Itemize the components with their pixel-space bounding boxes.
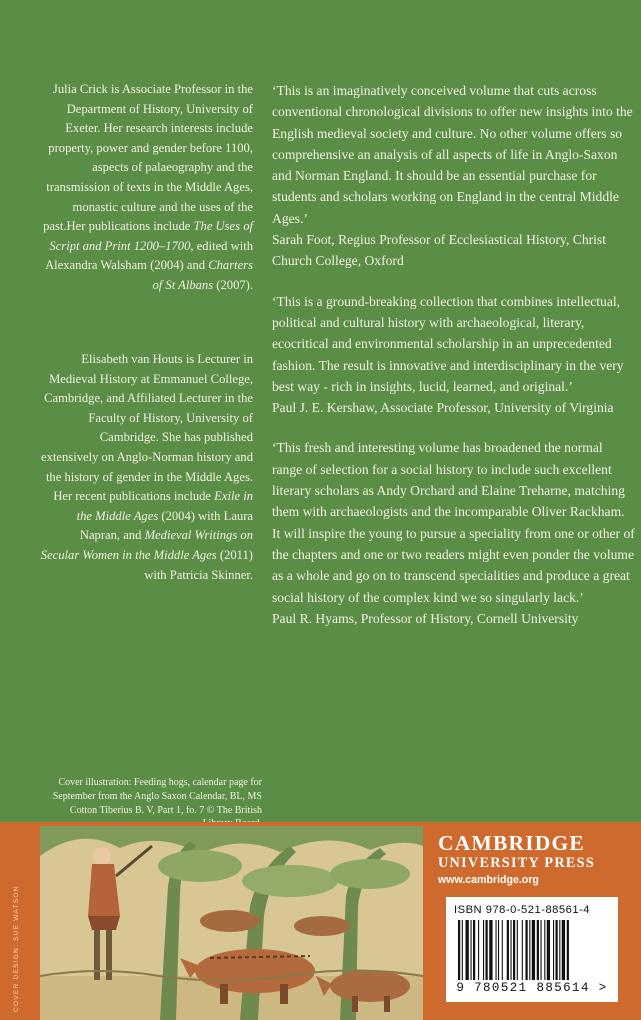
barcode-bar: [559, 920, 560, 980]
review-attribution: Paul R. Hyams, Professor of History, Cornell University: [272, 610, 579, 626]
barcode-bar: [537, 920, 539, 980]
bio-text: ) with Patricia Skinner.: [144, 547, 253, 582]
publisher-name-line2: UNIVERSITY PRESS: [438, 855, 596, 871]
barcode-bar: [486, 920, 488, 980]
isbn-label: ISBN 978-0-521-88561-4: [454, 904, 591, 916]
review-quote: ‘This fresh and interesting volume has broadened the normal range of selection for a social history to include such excellent literary scholars as Andy Orchard and Elaine Treharne, matching them with archaeologists and the incomparable Oliver Rackham. It will inspire the young to pursue a speciality from one or other of the chapters and one or two readers might even ponder the volume as a whole and go on to transcend specialities and produce a great social history of the complex kind we so singularly lack.’: [272, 440, 635, 605]
author-bio-crick: [40, 80, 253, 296]
barcode-bar: [562, 920, 565, 980]
publisher-name-line1: CAMBRIDGE: [438, 831, 585, 855]
barcode-bar: [483, 920, 484, 980]
barcode-bar: [471, 920, 472, 980]
barcode-bar: [522, 920, 523, 980]
bio-year: 2007: [220, 277, 246, 292]
publisher-url: www.cambridge.org: [438, 874, 539, 886]
barcode-bar: [507, 920, 509, 980]
bio-text: ).: [245, 277, 253, 292]
bio-year: 2011: [224, 547, 249, 562]
barcode-bar: [496, 920, 497, 980]
publisher-logo: [438, 832, 624, 888]
barcode-bar: [567, 920, 569, 980]
book-title: Charters of St Albans: [152, 258, 253, 292]
barcode-bar: [553, 920, 554, 980]
review-kershaw: [272, 291, 636, 419]
bio-year: 2004: [154, 258, 180, 273]
barcode-bar: [541, 920, 542, 980]
barcode-bar: [498, 920, 499, 980]
barcode-bar: [511, 920, 512, 980]
barcode-bar: [462, 920, 463, 980]
book-title-years: 1200–1700: [133, 238, 191, 253]
review-attribution: Paul J. E. Kershaw, Associate Professor, University of Virginia: [272, 400, 614, 416]
book-title: Medieval Writings on Secular Women in the Middle Ages: [40, 528, 253, 562]
barcode-bar: [547, 920, 550, 980]
barcode-bar: [513, 920, 515, 980]
barcode-bar: [478, 920, 479, 980]
bio-text: ) with Laura Napran, and: [79, 508, 253, 543]
barcode-bar: [517, 920, 518, 980]
barcode-bar: [458, 920, 460, 980]
bio-text: ) and: [179, 258, 209, 273]
bio-year: 1100: [225, 140, 250, 155]
review-attribution: Sarah Foot, Regius Professor of Ecclesiastical History, Christ Church College, Oxford: [272, 232, 607, 269]
bio-text: Julia Crick is Associate Professor in the Department of History, University of Exeter. Her research interests include property, power and gender before: [48, 82, 253, 155]
review-foot: [272, 80, 636, 272]
barcode-bar: [529, 920, 530, 980]
feeding-hogs-illustration: [40, 826, 423, 1020]
cover-illustration: [40, 826, 423, 1020]
barcode-bar: [489, 920, 492, 980]
review-quote: ‘This is an imaginatively conceived volume that cuts across conventional chronological divisions to offer new insights into the English medieval society and culture. No other volume offers so comprehensive an analysis of all aspects of life in Anglo-Saxon and Norman England. It should be an essential purchase for students and scholars working on England in the central Middle Ages.’: [272, 83, 633, 226]
review-hyams: [272, 437, 636, 629]
cover-design-credit: COVER DESIGN: SUE WATSON: [13, 885, 20, 1012]
bio-year: 2004: [165, 508, 191, 523]
review-quote: ‘This is a ground-breaking collection that combines intellectual, political and cultural history with archaeological, literary, ecocritical and environmental scholarship in an unprecedented fashion. The result is innovative and interdisciplinary in the very best way - rich in insights, lucid, learned, and original.’: [272, 293, 624, 394]
bio-text: (: [158, 508, 166, 523]
barcode-bar: [502, 920, 503, 980]
bio-text: (: [216, 547, 225, 562]
book-title: Exile in the Middle Ages: [76, 489, 253, 523]
barcode-panel: [446, 897, 618, 1002]
author-bio-van-houts: [40, 350, 253, 585]
barcode-number: 9 780521 885614 >: [456, 981, 608, 995]
barcode-bars: [458, 920, 608, 980]
barcode-bar: [466, 920, 469, 980]
bio-text: , aspects of palaeography and the transmission of texts in the Middle Ages, monastic culture and the uses of the past.Her publications include: [43, 140, 253, 234]
barcode-bar: [556, 920, 558, 980]
barcode-bar: [532, 920, 535, 980]
cover-illustration-credit: Cover illustration: Feeding hogs, calendar page for September from the Anglo Saxon Calendar, BL, MS Cotton Tiberius B. V, Part 1, fo. 7 © The British: [52, 777, 262, 816]
barcode-bar: [544, 920, 545, 980]
bio-text: Elisabeth van Houts is Lecturer in Medieval History at Emmanuel College, Cambridge, and Affiliated Lecturer in the Faculty of History, University of Cambridge. She has published extensively on Anglo-Norman history and the history of gender in the Middle Ages. Her recent publications include: [41, 352, 253, 504]
bio-text: (: [213, 277, 221, 292]
barcode-bar: [473, 920, 475, 980]
barcode-bar: [526, 920, 528, 980]
book-title: The Uses of Script and Print: [49, 219, 253, 253]
review-column: [272, 80, 636, 648]
bio-text: , edited with Alexandra Walsham (: [45, 238, 253, 273]
